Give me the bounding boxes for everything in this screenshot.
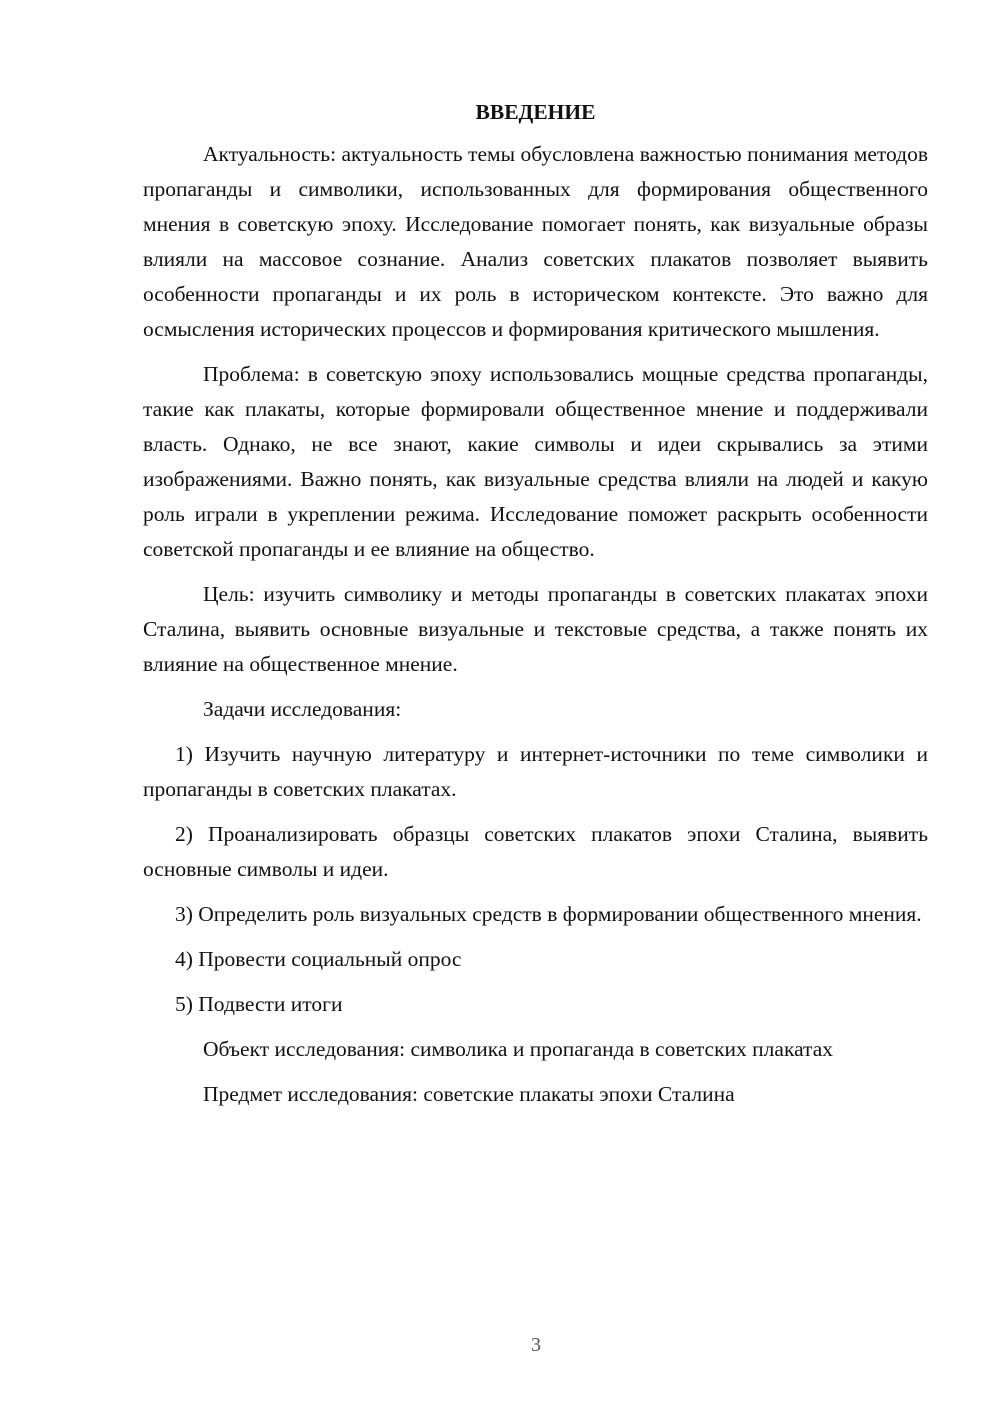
- task-item-3: 3) Определить роль визуальных средств в формировании общественного мнения.: [175, 902, 922, 926]
- page-number: 3: [531, 1334, 541, 1356]
- paragraph-relevance: Актуальность: актуальность темы обусловлена важностью понимания методов пропаганды и символики, использованных для формирования общественного мнения в советскую эпоху. Исследование помогает понять, как визуальные образы влияли на массовое сознание. Анализ советских плакатов позволяет выявить особенности пропаганды и их роль в историческом контексте. Это важно для осмысления исторических процессов и формирования критического мышления.: [143, 142, 928, 341]
- task-item-1: 1) Изучить научную литературу и интернет-источники по теме символики и пропаганды в советских плакатах.: [143, 742, 928, 801]
- paragraph-goal: Цель: изучить символику и методы пропаганды в советских плакатах эпохи Сталина, выявить основные визуальные и текстовые средства, а также понять их влияние на общественное мнение.: [143, 582, 928, 676]
- task-item-2: 2) Проанализировать образцы советских плакатов эпохи Сталина, выявить основные символы и идеи.: [143, 822, 928, 881]
- task-item-4: 4) Провести социальный опрос: [175, 947, 462, 971]
- paragraph-problem: Проблема: в советскую эпоху использовались мощные средства пропаганды, такие как плакаты, которые формировали общественное мнение и поддерживали власть. Однако, не все знают, какие символы и идеи скрывались за этими изображениями. Важно понять, как визуальные средства влияли на людей и какую роль играли в укреплении режима. Исследование поможет раскрыть особенности советской пропаганды и ее влияние на общество.: [143, 362, 928, 561]
- paragraph-research-object: Объект исследования: символика и пропаганда в советских плакатах: [203, 1037, 834, 1061]
- paragraph-tasks-heading: Задачи исследования:: [203, 697, 402, 721]
- task-item-5: 5) Подвести итоги: [175, 992, 343, 1016]
- section-title: ВВЕДЕНИЕ: [475, 100, 596, 124]
- document-page: [143, 96, 928, 1122]
- paragraph-research-subject: Предмет исследования: советские плакаты эпохи Сталина: [203, 1082, 735, 1106]
